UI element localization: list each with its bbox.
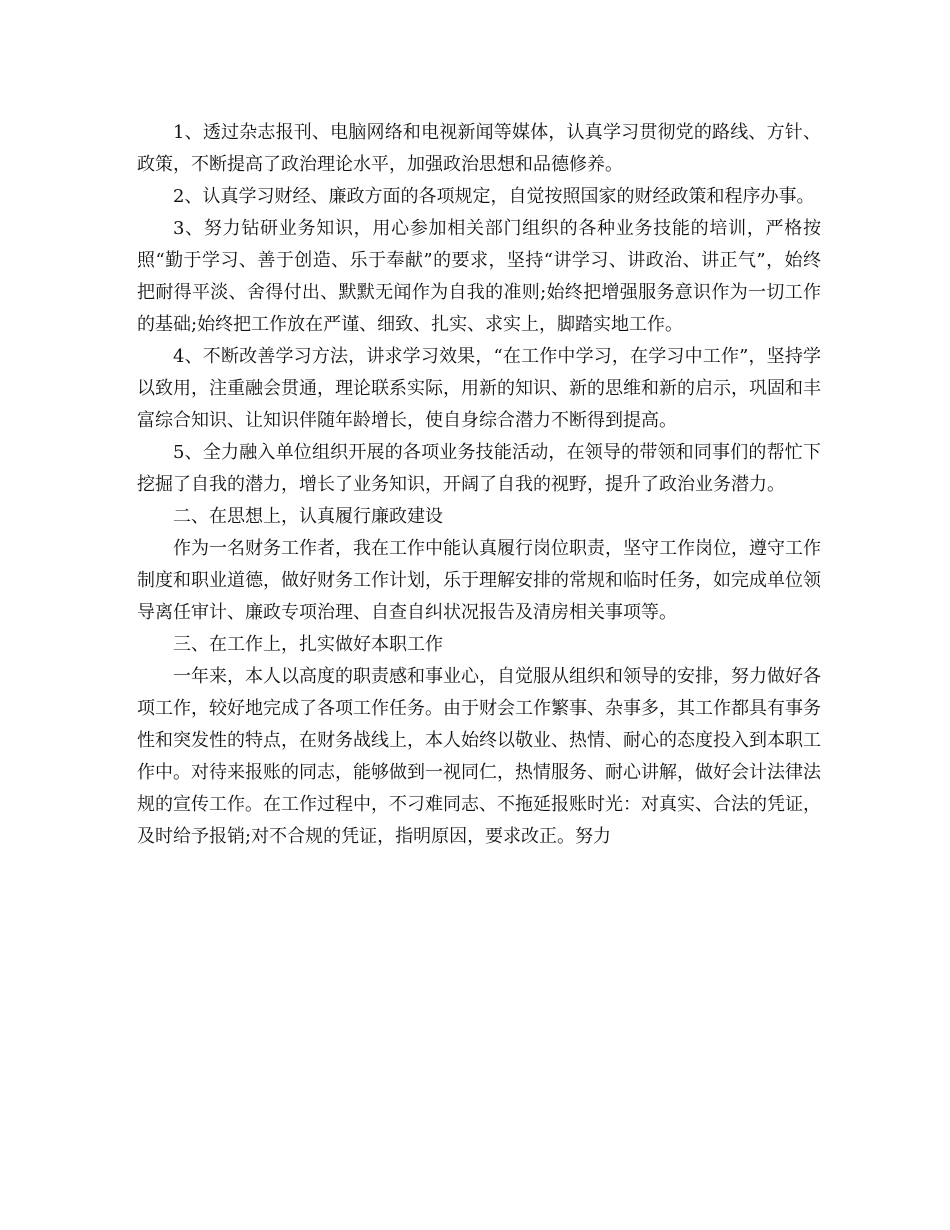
document-body	[137, 117, 821, 853]
paragraph-study-media: 1、透过杂志报刊、电脑网络和电视新闻等媒体，认真学习贯彻党的路线、方针、政策，不断提高了政治理论水平，加强政治思想和品德修养。	[137, 122, 821, 175]
paragraph-business-knowledge: 3、努力钻研业务知识，用心参加相关部门组织的各种业务技能的培训，严格按照“勤于学习、善于创造、乐于奉献”的要求，坚持“讲学习、讲政治、讲正气”，始终把耐得平淡、舍得付出、默默无闻作为自我的准则;始终把增强服务意识作为一切工作的基础;始终把工作放在严谨、细致、扎实、求实上，脚踏实地工作。	[137, 218, 821, 335]
paragraph-finance-rules: 2、认真学习财经、廉政方面的各项规定，自觉按照国家的财经政策和程序办事。	[173, 186, 815, 207]
section-heading-ideology: 二、在思想上，认真履行廉政建设	[173, 506, 443, 527]
section-heading-work: 三、在工作上，扎实做好本职工作	[173, 634, 443, 655]
paragraph-skill-activities: 5、全力融入单位组织开展的各项业务技能活动，在领导的带领和同事们的帮忙下挖掘了自我的潜力，增长了业务知识，开阔了自我的视野，提升了政治业务潜力。	[137, 442, 821, 495]
paragraph-study-methods: 4、不断改善学习方法，讲求学习效果，“在工作中学习，在学习中工作”，坚持学以致用，注重融会贯通，理论联系实际，用新的知识、新的思维和新的启示，巩固和丰富综合知识、让知识伴随年龄增长，使自身综合潜力不断得到提高。	[137, 346, 821, 431]
paragraph-year-review: 一年来，本人以高度的职责感和事业心，自觉服从组织和领导的安排，努力做好各项工作，较好地完成了各项工作任务。由于财会工作繁事、杂事多，其工作都具有事务性和突发性的特点，在财务战线上，本人始终以敬业、热情、耐心的态度投入到本职工作中。对待来报账的同志，能够做到一视同仁，热情服务、耐心讲解，做好会计法律法规的宣传工作。在工作过程中，不刁难同志、不拖延报账时光：对真实、合法的凭证，及时给予报销;对不合规的凭证，指明原因，要求改正。努力	[137, 666, 821, 847]
paragraph-job-duties: 作为一名财务工作者，我在工作中能认真履行岗位职责，坚守工作岗位，遵守工作制度和职业道德，做好财务工作计划，乐于理解安排的常规和临时任务，如完成单位领导离任审计、廉政专项治理、自查自纠状况报告及清房相关事项等。	[137, 538, 821, 623]
